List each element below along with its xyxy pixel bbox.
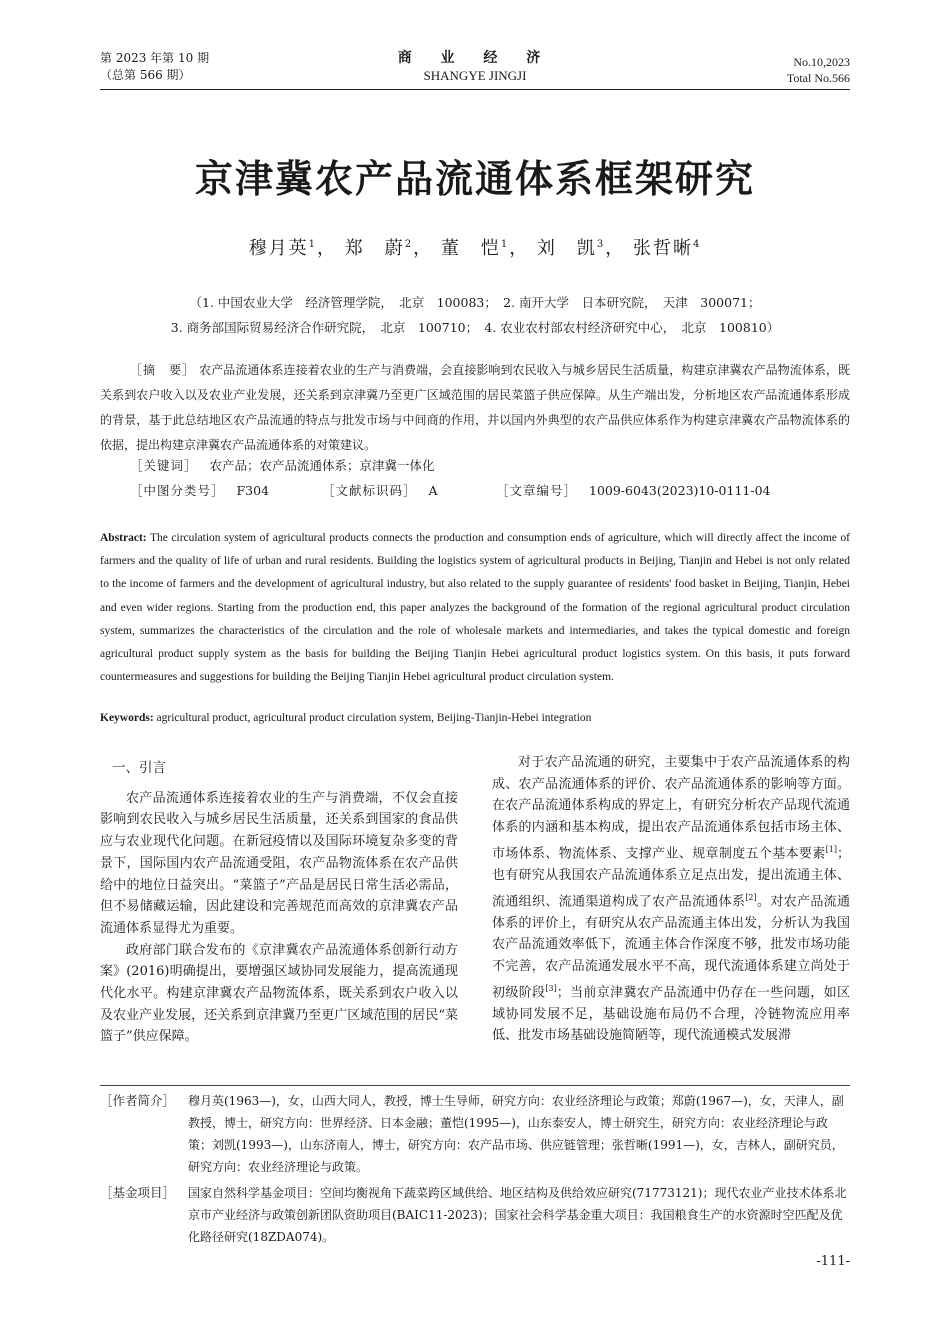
running-header: [100, 50, 850, 90]
author-bio-text: 穆月英(1963—)，女，山西大同人，教授，博士生导师，研究方向：农业经济理论与政策；郑蔚(1967—)，女，天津人，副教授，博士，研究方向：世界经济、日本金融；董恺(1995—)，山东泰安人，博士研究生，研究方向：农业经济理论与政策；刘凯(1993—)，山东济南人，博士，研究方向：农产品市场、供应链管理；张哲晰(1991—)，女，吉林人，副研究员，研究方向：农业经济理论与政策。: [188, 1094, 844, 1174]
citation-ref: [3]: [545, 983, 557, 993]
article-number-label: ［文章编号］: [496, 483, 578, 498]
journal-name-en: SHANGYE JINGJI: [423, 68, 527, 83]
footnote-rule: [100, 1085, 850, 1086]
body-text: 。对农产品流通体系的评价上，有研究从农产品流通主体出发，分析认为我国农产品流通效率低下，流通主体合作深度不够，批发市场功能不完善，农产品流通发展水平不高，现代流通体系建立尚处于初级阶段: [492, 893, 850, 1001]
author-list: 穆月英$^1$， 郑 蔚$^2$， 董 恺$^1$， 刘 凯$^3$， 张哲晰$^4$: [248, 238, 702, 259]
body-text: ；当前京津冀农产品流通中仍存在一些问题，如区域协同发展不足，基础设施布局仍不合理，冷链物流应用率低、批发市场基础设施简陋等，现代流通模式发展滞: [492, 985, 850, 1044]
body-text: 对于农产品流通的研究，主要集中于农产品流通体系的构成、农产品流通体系的评价、农产品流通体系的影响等方面。在农产品流通体系构成的界定上，有研究分析农产品现代流通体系的内涵和基本构成，提出农产品流通体系包括市场主体、市场体系、物流体系、支撑产业、规章制度五个基本要素: [492, 755, 850, 862]
header-issue-en: [787, 54, 850, 86]
abstract-cn-label: ［摘 要］: [130, 363, 196, 377]
author-name: 穆月英: [248, 238, 309, 259]
abstract-en: [100, 527, 850, 689]
body-paragraph: 农产品流通体系连接着农业的生产与消费端，不仅会直接影响到农民收入与城乡居民生活质量，还关系到国家的食品供应与农业现代化问题。在新冠疫情以及国际环境复杂多变的背景下，国际国内农产品流通受阻，农产品物流体系在农产品供给中的地位日益突出。“菜篮子”产品是居民日常生活必需品，但不易储藏运输，因此建设和完善规范而高效的京津冀农产品流通体系显得尤为重要。: [100, 790, 458, 936]
total-number-en: Total No.566: [786, 71, 850, 85]
author-affil-mark: 4: [693, 239, 702, 250]
journal-name: [100, 50, 850, 84]
issue-number-en: No.10,2023: [793, 55, 850, 69]
citation-ref: [1]: [825, 844, 837, 854]
doc-code-label: ［文献标识码］: [322, 483, 417, 498]
keywords-en: [100, 712, 850, 724]
total-number-cn: （总第 566 期）: [100, 68, 191, 82]
article-number-item: [496, 481, 770, 499]
author-name: 董 恺: [440, 238, 501, 259]
author-name: 张哲晰: [633, 238, 694, 259]
funding-text: 国家自然科学基金项目：空间均衡视角下蔬菜跨区域供给、地区结构及供给效应研究(71773121)；现代农业产业技术体系北京市产业经济与政策创新团队资助项目(BAIC11-2023)；国家社会科学基金重大项目：我国粮食生产的水资源时空匹配及优化路径研究(18ZDA074)。: [188, 1186, 847, 1244]
author-name: 郑 蔚: [344, 238, 405, 259]
keywords-cn-label: ［关键词］: [130, 458, 198, 473]
paper-title: 京津冀农产品流通体系框架研究: [194, 157, 755, 201]
doc-code-value: A: [428, 483, 438, 498]
body-column-right: [492, 752, 850, 1047]
keywords-en-label: Keywords:: [100, 712, 154, 724]
clc-value: F304: [236, 483, 270, 498]
doc-code-item: [322, 481, 438, 499]
abstract-cn-text: 农产品流通体系连接着农业的生产与消费端，会直接影响到农民收入与城乡居民生活质量，构建京津冀农产品物流体系，既关系到农户收入以及农业产业发展，还关系到京津冀乃至更广区域范围的居民菜篮子供应保障。从生产端出发，分析地区农产品流通体系形成的背景，基于此总结地区农产品流通的特点与批发市场与中间商的作用，并以国内外典型的农产品供应体系作为构建京津冀农产品物流体系的依据，提出构建京津冀农产品流通体系的对策建议。: [100, 363, 850, 452]
keywords-cn: [130, 456, 850, 474]
journal-name-cn: 商 业 经 济: [397, 50, 553, 66]
keywords-cn-text: 农产品；农产品流通体系；京津冀一体化: [209, 458, 435, 473]
body-paragraph: 政府部门联合发布的《京津冀农产品流通体系创新行动方案》(2016)明确提出，要增强区域协同发展能力，提高流通现代化水平。构建京津冀农产品物流体系，既关系到农户收入以及农业产业发展，还关系到京津冀乃至更广区域范围的居民“菜篮子”供应保障。: [100, 942, 458, 1045]
affiliations: [120, 290, 830, 340]
author-affil-mark: 1: [500, 239, 510, 250]
citation-ref: [2]: [745, 892, 757, 902]
author-bio-label: ［作者简介］: [100, 1093, 176, 1108]
funding-label: ［基金项目］: [100, 1185, 176, 1200]
affiliation-line: （1. 中国农业大学 经济管理学院， 北京 100083； 2. 南开大学 日本研究院， 天津 300071；: [189, 295, 761, 310]
abstract-en-text: The circulation system of agricultural products connects the production and consumption ends of agriculture, which will directly affect the income of farmers and the quality of life of urban and rural residents. Building the logistics system of agricultural products in Beijing, Tianjin and Hebei is not only related to the income of farmers and the development of agricultural industry, but also related to the supply guarantee of residents' food basket in Beijing, Tianjin, Hebei and even wider regions. Starting from the production end, this paper analyzes the background of the formation of the regional agricultural product circulation system, summarizes the characteristics of the circulation and the role of wholesale markets and intermediaries, and takes the typical domestic and foreign agricultural product supply system as the basis for building the Beijing Tianjin Hebei agricultural product logistics system. On this basis, it puts forward countermeasures and suggestions for building the Beijing Tianjin Hebei agricultural product circulation system.: [100, 532, 850, 684]
abstract-cn: [100, 358, 850, 458]
funding-footnote: [100, 1182, 850, 1248]
keywords-en-text: agricultural product, agricultural product circulation system, Beijing-Tianjin-Hebei integration: [156, 712, 592, 724]
clc-label: ［中图分类号］: [130, 483, 225, 498]
abstract-en-label: Abstract:: [100, 532, 147, 544]
author-bio-footnote: [100, 1090, 850, 1178]
author-affil-mark: 2: [404, 239, 414, 250]
body-text: ；也有研究从我国农产品流通体系立足点出发，提出流通主体、流通组织、流通渠道构成了农产品流通体系: [492, 846, 850, 909]
author-name: 刘 凯: [536, 238, 597, 259]
section-heading: 一、引言: [112, 760, 166, 776]
body-paragraph: [492, 752, 850, 1047]
clc-item: [130, 481, 269, 499]
author-affil-mark: 3: [596, 239, 606, 250]
issue-number-cn: 第 2023 年第 10 期: [100, 51, 210, 65]
affiliation-line: 3. 商务部国际贸易经济合作研究院， 北京 100710； 4. 农业农村部农村经济研究中心， 北京 100810）: [170, 320, 780, 335]
body-column-left: [100, 752, 458, 1048]
article-number-value: 1009-6043(2023)10-0111-04: [589, 483, 771, 498]
author-affil-mark: 1: [308, 239, 317, 250]
page-number: -111-: [816, 1254, 850, 1269]
